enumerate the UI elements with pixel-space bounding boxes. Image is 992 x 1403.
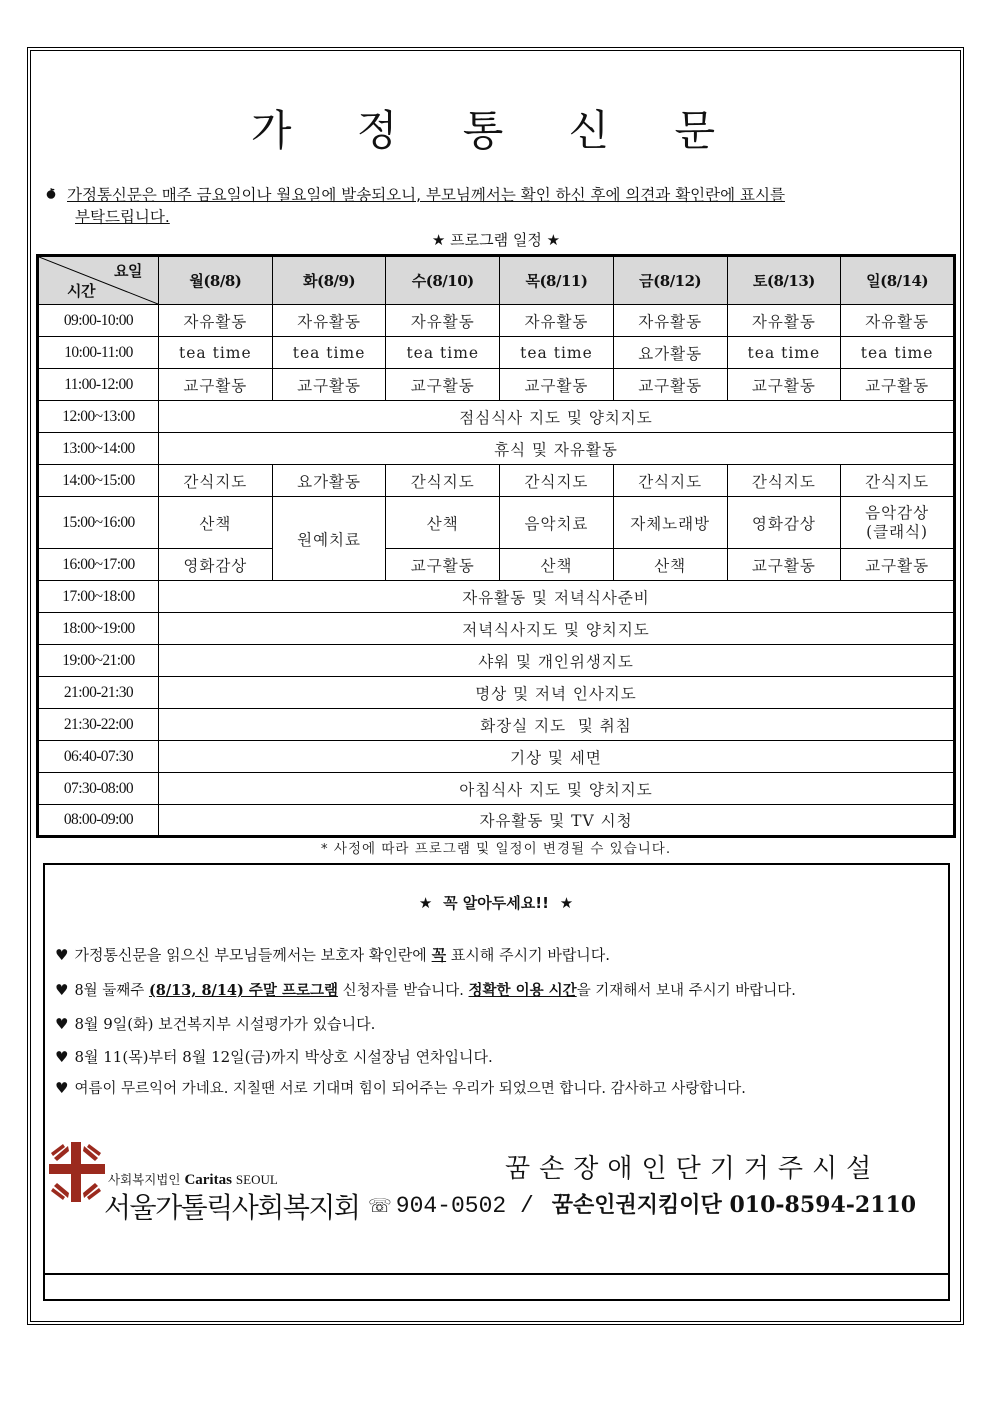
notice-text: 가정통신문을 읽으신 부모님들께서는 보호자 확인란에 — [74, 946, 432, 964]
activity-cell: 영화감상 — [159, 549, 273, 581]
notice-emphasis: (8/13, 8/14) 주말 프로그램 — [148, 982, 339, 999]
notice-item — [55, 944, 610, 965]
heart-icon: ♥ — [55, 946, 69, 964]
time-cell: 13:00~14:00 — [38, 433, 159, 465]
corner-time-label: 시간 — [67, 282, 95, 300]
activity-cell: 교구활동 — [386, 369, 500, 401]
activity-cell: 교구활동 — [500, 369, 614, 401]
org-contact: 꿈손인권지킴이단 010-8594-2110 — [551, 1192, 917, 1218]
span-activity-cell: 점심식사 지도 및 양치지도 — [159, 401, 955, 433]
activity-cell: 간식지도 — [159, 465, 273, 497]
notice-emphasis: 꼭 — [431, 946, 447, 964]
activity-cell: 자유활동 — [500, 305, 614, 337]
notice-title-text: 꼭 알아두세요!! — [443, 894, 549, 912]
span-activity-cell: 샤워 및 개인위생지도 — [159, 645, 955, 677]
activity-cell: 교구활동 — [613, 369, 727, 401]
activity-cell: 산책 — [386, 497, 500, 549]
activity-line: (클래식) — [866, 522, 929, 541]
intro-notice — [46, 184, 926, 228]
heart-icon: ♥ — [55, 1079, 69, 1097]
logo-sub-seoul: SEOUL — [235, 1172, 278, 1187]
activity-cell: tea time — [500, 337, 614, 369]
day-header: 목(8/11) — [500, 256, 614, 305]
notice-text: 여름이 무르익어 가네요. 지칠땐 서로 기대며 힘이 되어주는 우리가 되었으면 합니다. 감사하고 사랑합니다. — [74, 1081, 746, 1097]
activity-cell: 교구활동 — [272, 369, 386, 401]
activity-cell: 자유활동 — [727, 305, 841, 337]
day-header: 일(8/14) — [841, 256, 955, 305]
day-header: 수(8/10) — [386, 256, 500, 305]
heart-icon: ♥ — [55, 1015, 69, 1033]
time-cell: 14:00~15:00 — [38, 465, 159, 497]
activity-cell: 산책 — [500, 549, 614, 581]
notice-text: 8월 11(목)부터 8월 12일(금)까지 박상호 시설장님 연차입니다. — [74, 1048, 493, 1066]
activity-cell: 산책 — [159, 497, 273, 549]
activity-cell: 자유활동 — [386, 305, 500, 337]
time-cell: 18:00~19:00 — [38, 613, 159, 645]
corner-day-label: 요일 — [114, 262, 142, 280]
table-row — [38, 677, 955, 709]
logo-sub-caritas: Caritas — [184, 1172, 232, 1188]
activity-cell: 간식지도 — [500, 465, 614, 497]
table-row — [38, 337, 955, 369]
time-cell: 17:00~18:00 — [38, 581, 159, 613]
activity-cell: 요가활동 — [613, 337, 727, 369]
time-cell: 11:00-12:00 — [38, 369, 159, 401]
day-header: 화(8/9) — [272, 256, 386, 305]
span-activity-cell: 휴식 및 자유활동 — [159, 433, 955, 465]
notice-item — [55, 979, 796, 1000]
table-header-row — [38, 256, 955, 305]
table-row — [38, 465, 955, 497]
activity-line: 음악감상 — [865, 503, 930, 522]
time-cell: 21:00-21:30 — [38, 677, 159, 709]
logo-organization-name: 서울가톨릭사회복지회 — [104, 1191, 360, 1224]
document-title: 가 정 통 신 문 — [250, 106, 742, 155]
activity-cell: tea time — [841, 337, 955, 369]
notice-title — [0, 892, 992, 913]
heart-icon: ♥ — [55, 1048, 69, 1066]
phone-icon: ☏ — [368, 1195, 392, 1217]
activity-cell: 산책 — [613, 549, 727, 581]
star-icon: ★ — [418, 894, 433, 912]
time-cell: 15:00~16:00 — [38, 497, 159, 549]
table-row — [38, 709, 955, 741]
table-row — [38, 773, 955, 805]
activity-cell: 자유활동 — [159, 305, 273, 337]
activity-cell: 자유활동 — [841, 305, 955, 337]
span-activity-cell: 기상 및 세면 — [159, 741, 955, 773]
time-cell: 21:30-22:00 — [38, 709, 159, 741]
span-activity-cell: 자유활동 및 저녁식사준비 — [159, 581, 955, 613]
table-row — [38, 305, 955, 337]
table-row — [38, 645, 955, 677]
table-row — [38, 741, 955, 773]
schedule-table — [36, 254, 956, 838]
span-activity-cell: 저녁식사지도 및 양치지도 — [159, 613, 955, 645]
activity-cell: 교구활동 — [727, 369, 841, 401]
table-row — [38, 497, 955, 549]
span-activity-cell: 아침식사 지도 및 양치지도 — [159, 773, 955, 805]
time-cell: 19:00~21:00 — [38, 645, 159, 677]
notice-item — [55, 1046, 493, 1067]
time-cell: 07:30-08:00 — [38, 773, 159, 805]
day-header: 토(8/13) — [727, 256, 841, 305]
apple-bullet-icon — [46, 188, 56, 199]
table-row — [38, 805, 955, 837]
activity-cell: 교구활동 — [159, 369, 273, 401]
day-header: 금(8/12) — [613, 256, 727, 305]
activity-cell: 간식지도 — [386, 465, 500, 497]
span-activity-cell: 명상 및 저녁 인사지도 — [159, 677, 955, 709]
table-row — [38, 401, 955, 433]
activity-cell: 영화감상 — [727, 497, 841, 549]
activity-cell: 교구활동 — [841, 549, 955, 581]
notice-divider — [43, 1273, 950, 1275]
schedule-heading: ★ 프로그램 일정 ★ — [431, 231, 561, 249]
intro-line-1: 가정통신문은 매주 금요일이나 월요일에 발송되오니, 부모님께서는 확인 하신 후에 의견과 확인란에 표시를 — [67, 186, 785, 204]
activity-cell: tea time — [727, 337, 841, 369]
notice-text: 표시해 주시기 바랍니다. — [446, 946, 611, 964]
caritas-logo-icon — [49, 1142, 105, 1202]
notice-emphasis: 정확한 이용 시간 — [468, 982, 577, 999]
span-activity-cell: 화장실 지도 및 취침 — [159, 709, 955, 741]
activity-cell — [841, 497, 955, 549]
time-cell: 16:00~17:00 — [38, 549, 159, 581]
span-activity-cell: 자유활동 및 TV 시청 — [159, 805, 955, 837]
activity-cell: 교구활동 — [727, 549, 841, 581]
intro-line-2: 부탁드립니다. — [75, 208, 170, 226]
activity-cell: 교구활동 — [841, 369, 955, 401]
table-row — [38, 581, 955, 613]
time-cell: 10:00-11:00 — [38, 337, 159, 369]
activity-cell: 자유활동 — [613, 305, 727, 337]
activity-cell: 자유활동 — [272, 305, 386, 337]
contact-line — [368, 1188, 916, 1219]
activity-cell: tea time — [272, 337, 386, 369]
time-cell: 08:00-09:00 — [38, 805, 159, 837]
activity-cell: 음악치료 — [500, 497, 614, 549]
activity-cell: 간식지도 — [727, 465, 841, 497]
time-cell: 06:40-07:30 — [38, 741, 159, 773]
activity-cell: 간식지도 — [613, 465, 727, 497]
notice-text: 을 기재해서 보내 주시기 바랍니다. — [576, 983, 796, 999]
activity-cell: 교구활동 — [386, 549, 500, 581]
activity-cell: tea time — [159, 337, 273, 369]
activity-cell: 간식지도 — [841, 465, 955, 497]
activity-cell-merged: 원예치료 — [272, 497, 386, 581]
notice-item — [55, 1077, 746, 1098]
notice-text: 신청자를 받습니다. — [338, 983, 469, 999]
day-header: 월(8/8) — [159, 256, 273, 305]
table-row — [38, 613, 955, 645]
activity-cell: tea time — [386, 337, 500, 369]
notice-text: 8월 9일(화) 보건복지부 시설평가가 있습니다. — [74, 1015, 376, 1033]
notice-item — [55, 1013, 375, 1034]
heart-icon: ♥ — [55, 981, 69, 999]
table-row — [38, 549, 955, 581]
time-cell: 12:00~13:00 — [38, 401, 159, 433]
notice-text: 8월 둘째주 — [74, 983, 149, 999]
activity-cell: 자체노래방 — [613, 497, 727, 549]
table-row — [38, 369, 955, 401]
table-row — [38, 433, 955, 465]
time-cell: 09:00-10:00 — [38, 305, 159, 337]
facility-name: 꿈손장애인단기거주시설 — [505, 1154, 881, 1184]
star-icon: ★ — [559, 894, 574, 912]
logo-sub-korean: 사회복지법인 — [108, 1172, 181, 1187]
corner-header — [38, 256, 159, 305]
phone-number: 904-0502 / — [395, 1193, 534, 1219]
schedule-footnote: * 사정에 따라 프로그램 및 일정이 변경될 수 있습니다. — [320, 841, 672, 857]
activity-cell: 요가활동 — [272, 465, 386, 497]
